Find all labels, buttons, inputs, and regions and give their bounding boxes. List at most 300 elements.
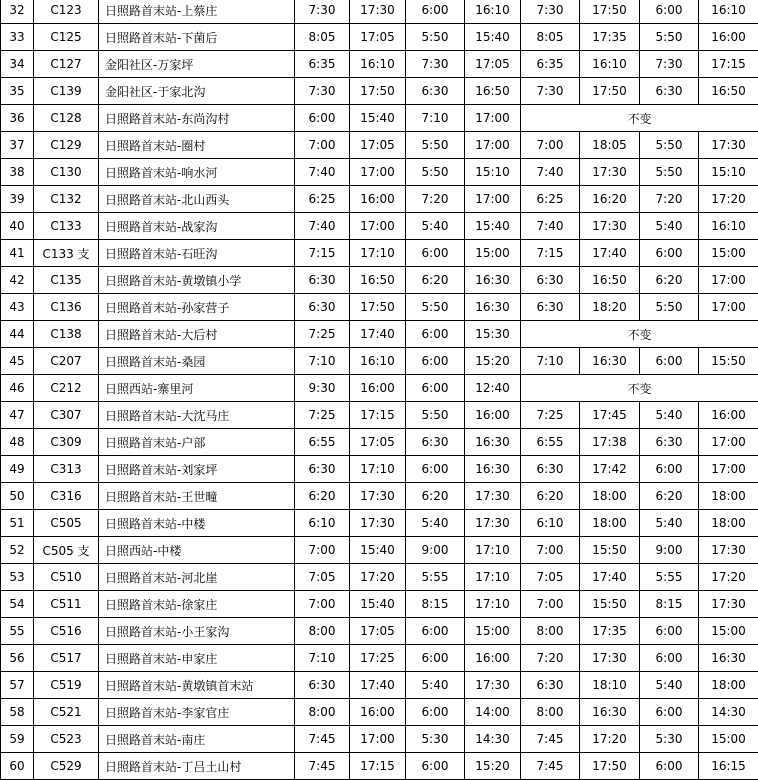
time-cell: 6:30 xyxy=(295,267,350,294)
time-cell: 16:10 xyxy=(465,0,521,24)
time-cell: 15:40 xyxy=(350,105,406,132)
time-cell: 5:50 xyxy=(640,294,699,321)
time-cell: 8:00 xyxy=(295,618,350,645)
time-cell: 7:00 xyxy=(521,132,580,159)
time-cell: 17:30 xyxy=(350,0,406,24)
row-number-cell: 60 xyxy=(1,753,34,780)
route-name-cell: 日照路首末站-户部 xyxy=(99,429,295,456)
time-cell: 6:00 xyxy=(406,375,465,402)
table-row xyxy=(1,429,758,456)
time-cell: 5:40 xyxy=(640,213,699,240)
table-row xyxy=(1,51,758,78)
table-row xyxy=(1,699,758,726)
time-cell: 16:30 xyxy=(465,456,521,483)
row-number-cell: 57 xyxy=(1,672,34,699)
route-name-cell: 日照路首末站-徐家庄 xyxy=(99,591,295,618)
table-row xyxy=(1,645,758,672)
row-number-cell: 42 xyxy=(1,267,34,294)
time-cell: 15:10 xyxy=(699,159,758,186)
table-row xyxy=(1,213,758,240)
time-cell: 17:00 xyxy=(699,456,758,483)
time-cell: 17:15 xyxy=(699,51,758,78)
time-cell: 6:20 xyxy=(295,483,350,510)
time-cell: 16:50 xyxy=(465,78,521,105)
time-cell: 16:15 xyxy=(699,753,758,780)
time-cell: 17:30 xyxy=(699,537,758,564)
time-cell: 17:05 xyxy=(350,24,406,51)
time-cell: 6:30 xyxy=(521,456,580,483)
time-cell: 17:30 xyxy=(580,159,640,186)
row-number-cell: 50 xyxy=(1,483,34,510)
time-cell: 17:10 xyxy=(350,240,406,267)
time-cell: 9:30 xyxy=(295,375,350,402)
time-cell: 8:15 xyxy=(406,591,465,618)
time-cell: 17:30 xyxy=(580,213,640,240)
row-number-cell: 41 xyxy=(1,240,34,267)
time-cell: 9:00 xyxy=(406,537,465,564)
time-cell: 6:20 xyxy=(406,483,465,510)
time-cell: 14:00 xyxy=(465,699,521,726)
time-cell: 15:40 xyxy=(350,591,406,618)
time-cell: 5:30 xyxy=(406,726,465,753)
time-cell: 17:00 xyxy=(350,726,406,753)
route-code-cell: C516 xyxy=(34,618,99,645)
time-cell: 7:20 xyxy=(521,645,580,672)
table-row xyxy=(1,402,758,429)
route-code-cell: C505 支 xyxy=(34,537,99,564)
table-row xyxy=(1,105,758,132)
row-number-cell: 49 xyxy=(1,456,34,483)
time-cell: 5:40 xyxy=(640,672,699,699)
table-row xyxy=(1,591,758,618)
time-cell: 17:10 xyxy=(465,591,521,618)
time-cell: 5:50 xyxy=(406,159,465,186)
table-row xyxy=(1,294,758,321)
time-cell: 6:00 xyxy=(406,645,465,672)
route-code-cell: C313 xyxy=(34,456,99,483)
table-row xyxy=(1,753,758,780)
row-number-cell: 43 xyxy=(1,294,34,321)
table-row xyxy=(1,672,758,699)
time-cell: 15:40 xyxy=(350,537,406,564)
time-cell: 6:20 xyxy=(406,267,465,294)
time-cell: 7:30 xyxy=(406,51,465,78)
time-cell: 17:00 xyxy=(350,213,406,240)
time-cell: 7:25 xyxy=(295,321,350,348)
time-cell: 15:40 xyxy=(465,24,521,51)
time-cell: 7:05 xyxy=(521,564,580,591)
route-name-cell: 日照路首末站-东尚沟村 xyxy=(99,105,295,132)
time-cell: 16:30 xyxy=(580,348,640,375)
table-row xyxy=(1,348,758,375)
row-number-cell: 36 xyxy=(1,105,34,132)
time-cell: 17:20 xyxy=(350,564,406,591)
route-name-cell: 日照路首末站-黄墩镇首末站 xyxy=(99,672,295,699)
time-cell: 16:00 xyxy=(465,645,521,672)
time-cell: 7:30 xyxy=(640,51,699,78)
unchanged-note-cell: 不变 xyxy=(521,375,758,402)
time-cell: 18:10 xyxy=(580,672,640,699)
time-cell: 16:10 xyxy=(350,348,406,375)
time-cell: 6:30 xyxy=(640,429,699,456)
time-cell: 15:40 xyxy=(465,213,521,240)
time-cell: 7:20 xyxy=(406,186,465,213)
time-cell: 6:20 xyxy=(640,267,699,294)
time-cell: 7:25 xyxy=(295,402,350,429)
time-cell: 6:00 xyxy=(406,0,465,24)
time-cell: 17:35 xyxy=(580,618,640,645)
time-cell: 6:30 xyxy=(521,267,580,294)
time-cell: 6:30 xyxy=(521,294,580,321)
row-number-cell: 34 xyxy=(1,51,34,78)
route-name-cell: 日照路首末站-申家庄 xyxy=(99,645,295,672)
time-cell: 18:05 xyxy=(580,132,640,159)
time-cell: 5:50 xyxy=(406,402,465,429)
time-cell: 6:00 xyxy=(640,753,699,780)
time-cell: 17:10 xyxy=(350,456,406,483)
time-cell: 6:00 xyxy=(640,0,699,24)
time-cell: 16:30 xyxy=(699,645,758,672)
row-number-cell: 32 xyxy=(1,0,34,24)
table-row xyxy=(1,159,758,186)
time-cell: 7:20 xyxy=(640,186,699,213)
time-cell: 17:30 xyxy=(465,672,521,699)
time-cell: 8:00 xyxy=(295,699,350,726)
row-number-cell: 52 xyxy=(1,537,34,564)
time-cell: 6:55 xyxy=(295,429,350,456)
time-cell: 17:15 xyxy=(350,753,406,780)
time-cell: 6:00 xyxy=(640,618,699,645)
time-cell: 17:00 xyxy=(465,132,521,159)
time-cell: 5:50 xyxy=(406,24,465,51)
time-cell: 5:50 xyxy=(640,159,699,186)
time-cell: 6:35 xyxy=(295,51,350,78)
table-row xyxy=(1,132,758,159)
time-cell: 17:35 xyxy=(580,24,640,51)
route-code-cell: C307 xyxy=(34,402,99,429)
time-cell: 15:50 xyxy=(699,348,758,375)
time-cell: 17:38 xyxy=(580,429,640,456)
time-cell: 7:25 xyxy=(521,402,580,429)
unchanged-note-cell: 不变 xyxy=(521,105,758,132)
table-row xyxy=(1,483,758,510)
time-cell: 16:00 xyxy=(465,402,521,429)
table-row xyxy=(1,240,758,267)
time-cell: 6:30 xyxy=(295,456,350,483)
time-cell: 18:00 xyxy=(580,510,640,537)
time-cell: 16:50 xyxy=(699,78,758,105)
route-code-cell: C139 xyxy=(34,78,99,105)
time-cell: 6:30 xyxy=(406,78,465,105)
time-cell: 7:10 xyxy=(521,348,580,375)
time-cell: 5:40 xyxy=(406,510,465,537)
time-cell: 6:20 xyxy=(640,483,699,510)
route-code-cell: C523 xyxy=(34,726,99,753)
time-cell: 17:05 xyxy=(350,429,406,456)
route-code-cell: C135 xyxy=(34,267,99,294)
table-row xyxy=(1,537,758,564)
route-name-cell: 日照路首末站-石旺沟 xyxy=(99,240,295,267)
row-number-cell: 59 xyxy=(1,726,34,753)
route-name-cell: 日照路首末站-战家沟 xyxy=(99,213,295,240)
time-cell: 17:00 xyxy=(699,429,758,456)
time-cell: 17:25 xyxy=(350,645,406,672)
time-cell: 17:40 xyxy=(350,321,406,348)
time-cell: 7:40 xyxy=(295,159,350,186)
route-name-cell: 日照路首末站-大沈马庄 xyxy=(99,402,295,429)
time-cell: 6:30 xyxy=(640,78,699,105)
time-cell: 8:05 xyxy=(295,24,350,51)
time-cell: 12:40 xyxy=(465,375,521,402)
row-number-cell: 46 xyxy=(1,375,34,402)
time-cell: 6:30 xyxy=(521,672,580,699)
time-cell: 16:30 xyxy=(465,429,521,456)
unchanged-note-cell: 不变 xyxy=(521,321,758,348)
time-cell: 8:00 xyxy=(521,618,580,645)
route-code-cell: C133 支 xyxy=(34,240,99,267)
time-cell: 6:00 xyxy=(406,321,465,348)
table-row xyxy=(1,78,758,105)
time-cell: 15:00 xyxy=(699,240,758,267)
time-cell: 6:55 xyxy=(521,429,580,456)
time-cell: 6:10 xyxy=(521,510,580,537)
time-cell: 5:50 xyxy=(640,24,699,51)
time-cell: 6:00 xyxy=(406,348,465,375)
time-cell: 7:40 xyxy=(295,213,350,240)
row-number-cell: 55 xyxy=(1,618,34,645)
route-code-cell: C130 xyxy=(34,159,99,186)
time-cell: 17:05 xyxy=(350,132,406,159)
route-code-cell: C127 xyxy=(34,51,99,78)
route-name-cell: 日照西站-中楼 xyxy=(99,537,295,564)
time-cell: 6:10 xyxy=(295,510,350,537)
time-cell: 6:00 xyxy=(406,699,465,726)
time-cell: 16:00 xyxy=(350,186,406,213)
route-code-cell: C529 xyxy=(34,753,99,780)
time-cell: 7:05 xyxy=(295,564,350,591)
route-code-cell: C517 xyxy=(34,645,99,672)
time-cell: 17:20 xyxy=(699,564,758,591)
time-cell: 17:42 xyxy=(580,456,640,483)
time-cell: 17:50 xyxy=(580,78,640,105)
time-cell: 5:40 xyxy=(406,672,465,699)
time-cell: 6:25 xyxy=(295,186,350,213)
route-name-cell: 日照路首末站-刘家坪 xyxy=(99,456,295,483)
time-cell: 17:00 xyxy=(699,294,758,321)
route-name-cell: 金阳社区-于家北沟 xyxy=(99,78,295,105)
route-code-cell: C133 xyxy=(34,213,99,240)
route-name-cell: 日照路首末站-大后村 xyxy=(99,321,295,348)
table-row xyxy=(1,267,758,294)
time-cell: 17:50 xyxy=(350,78,406,105)
table-row xyxy=(1,618,758,645)
time-cell: 16:00 xyxy=(699,402,758,429)
time-cell: 16:00 xyxy=(350,375,406,402)
time-cell: 16:20 xyxy=(580,186,640,213)
route-code-cell: C128 xyxy=(34,105,99,132)
time-cell: 6:20 xyxy=(521,483,580,510)
time-cell: 16:10 xyxy=(699,213,758,240)
time-cell: 17:00 xyxy=(350,159,406,186)
time-cell: 17:30 xyxy=(350,483,406,510)
time-cell: 17:30 xyxy=(350,510,406,537)
route-code-cell: C125 xyxy=(34,24,99,51)
time-cell: 17:30 xyxy=(699,591,758,618)
time-cell: 6:30 xyxy=(295,294,350,321)
table-row xyxy=(1,321,758,348)
time-cell: 6:00 xyxy=(295,105,350,132)
table-row xyxy=(1,0,758,24)
route-code-cell: C138 xyxy=(34,321,99,348)
table-row xyxy=(1,375,758,402)
route-code-cell: C519 xyxy=(34,672,99,699)
time-cell: 6:00 xyxy=(406,618,465,645)
row-number-cell: 53 xyxy=(1,564,34,591)
time-cell: 17:40 xyxy=(580,240,640,267)
time-cell: 7:30 xyxy=(295,0,350,24)
time-cell: 17:45 xyxy=(580,402,640,429)
time-cell: 7:40 xyxy=(521,159,580,186)
route-name-cell: 日照路首末站-北山西头 xyxy=(99,186,295,213)
time-cell: 18:00 xyxy=(699,510,758,537)
time-cell: 15:20 xyxy=(465,348,521,375)
time-cell: 7:15 xyxy=(295,240,350,267)
time-cell: 6:00 xyxy=(406,753,465,780)
time-cell: 16:30 xyxy=(580,699,640,726)
route-name-cell: 日照路首末站-中楼 xyxy=(99,510,295,537)
route-code-cell: C521 xyxy=(34,699,99,726)
time-cell: 7:40 xyxy=(521,213,580,240)
time-cell: 5:55 xyxy=(406,564,465,591)
time-cell: 6:00 xyxy=(640,699,699,726)
time-cell: 7:00 xyxy=(295,132,350,159)
time-cell: 17:30 xyxy=(465,483,521,510)
time-cell: 17:05 xyxy=(350,618,406,645)
time-cell: 18:00 xyxy=(699,672,758,699)
time-cell: 7:00 xyxy=(295,591,350,618)
time-cell: 5:40 xyxy=(406,213,465,240)
table-row xyxy=(1,510,758,537)
time-cell: 16:10 xyxy=(580,51,640,78)
time-cell: 15:50 xyxy=(580,591,640,618)
route-code-cell: C136 xyxy=(34,294,99,321)
route-name-cell: 日照路首末站-桑园 xyxy=(99,348,295,375)
row-number-cell: 48 xyxy=(1,429,34,456)
route-code-cell: C129 xyxy=(34,132,99,159)
time-cell: 17:00 xyxy=(465,186,521,213)
route-code-cell: C207 xyxy=(34,348,99,375)
time-cell: 7:10 xyxy=(406,105,465,132)
time-cell: 5:30 xyxy=(640,726,699,753)
time-cell: 17:20 xyxy=(699,186,758,213)
time-cell: 17:30 xyxy=(580,645,640,672)
time-cell: 18:20 xyxy=(580,294,640,321)
time-cell: 17:00 xyxy=(465,105,521,132)
time-cell: 17:50 xyxy=(350,294,406,321)
row-number-cell: 39 xyxy=(1,186,34,213)
route-name-cell: 日照路首末站-小王家沟 xyxy=(99,618,295,645)
time-cell: 17:05 xyxy=(465,51,521,78)
time-cell: 15:00 xyxy=(699,618,758,645)
time-cell: 7:45 xyxy=(521,726,580,753)
time-cell: 17:10 xyxy=(465,537,521,564)
route-name-cell: 日照路首末站-黄墩镇小学 xyxy=(99,267,295,294)
time-cell: 5:55 xyxy=(640,564,699,591)
route-code-cell: C309 xyxy=(34,429,99,456)
route-code-cell: C510 xyxy=(34,564,99,591)
time-cell: 7:10 xyxy=(295,645,350,672)
time-cell: 6:25 xyxy=(521,186,580,213)
table-row xyxy=(1,456,758,483)
time-cell: 15:30 xyxy=(465,321,521,348)
time-cell: 17:20 xyxy=(580,726,640,753)
time-cell: 18:00 xyxy=(580,483,640,510)
route-name-cell: 日照路首末站-李家官庄 xyxy=(99,699,295,726)
time-cell: 17:40 xyxy=(580,564,640,591)
time-cell: 5:50 xyxy=(640,132,699,159)
time-cell: 6:30 xyxy=(406,429,465,456)
route-code-cell: C212 xyxy=(34,375,99,402)
time-cell: 15:00 xyxy=(465,240,521,267)
time-cell: 15:20 xyxy=(465,753,521,780)
row-number-cell: 51 xyxy=(1,510,34,537)
table-row xyxy=(1,726,758,753)
row-number-cell: 37 xyxy=(1,132,34,159)
time-cell: 6:00 xyxy=(406,456,465,483)
time-cell: 14:30 xyxy=(465,726,521,753)
time-cell: 17:50 xyxy=(580,753,640,780)
time-cell: 7:15 xyxy=(521,240,580,267)
time-cell: 6:00 xyxy=(406,240,465,267)
row-number-cell: 33 xyxy=(1,24,34,51)
time-cell: 6:00 xyxy=(640,348,699,375)
time-cell: 7:45 xyxy=(295,753,350,780)
table-row xyxy=(1,564,758,591)
route-name-cell: 日照西站-寨里河 xyxy=(99,375,295,402)
time-cell: 6:00 xyxy=(640,645,699,672)
row-number-cell: 40 xyxy=(1,213,34,240)
time-cell: 8:05 xyxy=(521,24,580,51)
time-cell: 5:40 xyxy=(640,510,699,537)
time-cell: 6:35 xyxy=(521,51,580,78)
time-cell: 18:00 xyxy=(699,483,758,510)
time-cell: 5:50 xyxy=(406,132,465,159)
route-name-cell: 日照路首末站-上蔡庄 xyxy=(99,0,295,24)
time-cell: 5:50 xyxy=(406,294,465,321)
route-code-cell: C316 xyxy=(34,483,99,510)
time-cell: 16:50 xyxy=(580,267,640,294)
route-code-cell: C132 xyxy=(34,186,99,213)
time-cell: 7:00 xyxy=(521,537,580,564)
time-cell: 7:30 xyxy=(521,78,580,105)
table-row xyxy=(1,186,758,213)
time-cell: 16:10 xyxy=(699,0,758,24)
time-cell: 17:50 xyxy=(580,0,640,24)
time-cell: 14:30 xyxy=(699,699,758,726)
time-cell: 6:30 xyxy=(295,672,350,699)
row-number-cell: 44 xyxy=(1,321,34,348)
time-cell: 15:00 xyxy=(465,618,521,645)
time-cell: 7:45 xyxy=(521,753,580,780)
row-number-cell: 47 xyxy=(1,402,34,429)
time-cell: 15:10 xyxy=(465,159,521,186)
time-cell: 17:40 xyxy=(350,672,406,699)
row-number-cell: 35 xyxy=(1,78,34,105)
time-cell: 5:40 xyxy=(640,402,699,429)
route-name-cell: 金阳社区-万家坪 xyxy=(99,51,295,78)
time-cell: 16:00 xyxy=(350,699,406,726)
time-cell: 16:10 xyxy=(350,51,406,78)
